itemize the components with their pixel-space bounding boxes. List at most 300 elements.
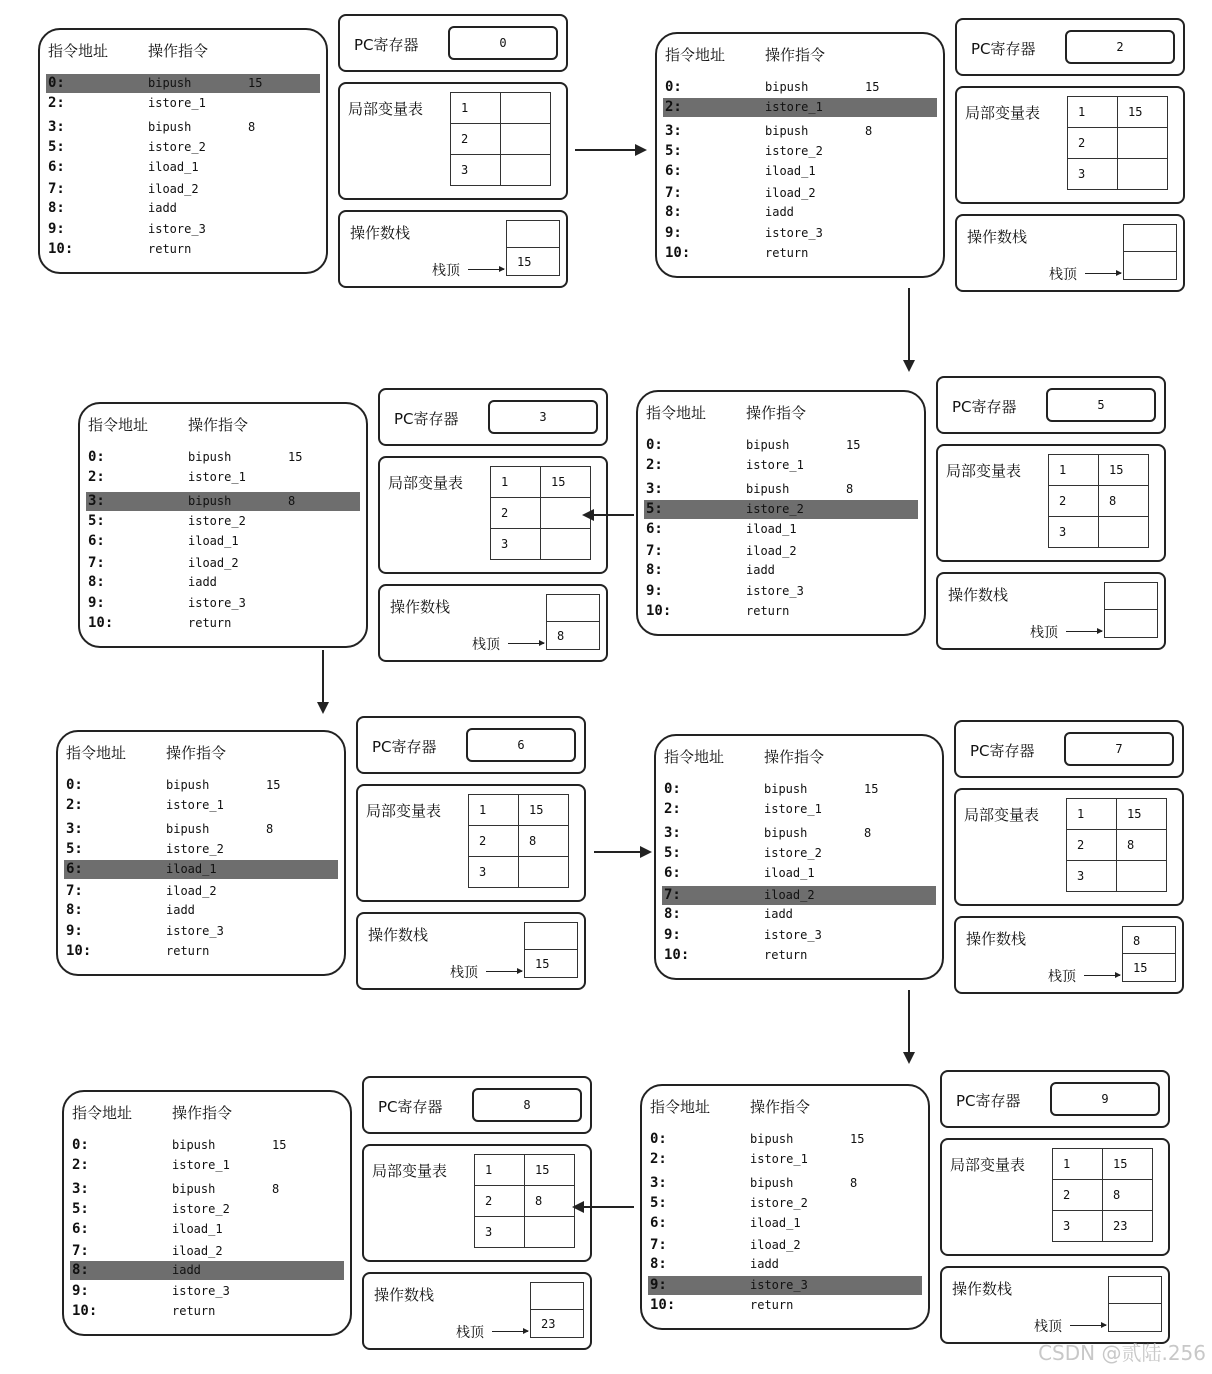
local-slot-index: 2 [1053, 1180, 1103, 1211]
instruction-op: bipush [188, 494, 232, 508]
instruction-op: return [172, 1304, 216, 1318]
instruction-op: istore_3 [746, 584, 804, 598]
instruction-panel [78, 402, 368, 648]
stack-top-label: 栈顶 [1048, 969, 1076, 985]
instruction-op: istore_1 [750, 1152, 808, 1166]
operand-stack-cell [1108, 1276, 1162, 1304]
instruction-op: iload_1 [765, 164, 816, 178]
instruction-op: istore_1 [148, 96, 206, 110]
local-slot-index: 1 [491, 467, 541, 498]
local-slot-index: 1 [1067, 799, 1117, 830]
local-slot-value [519, 857, 569, 888]
instruction-address-header: 指令地址 [88, 416, 149, 434]
pc-register-label: PC寄存器 [970, 742, 1035, 760]
instruction-row [662, 926, 936, 945]
instruction-row-current [70, 1261, 344, 1280]
instruction-address: 6: [48, 159, 65, 175]
instruction-op: istore_1 [764, 802, 822, 816]
operand-stack [338, 210, 568, 288]
instruction-address: 7: [664, 887, 681, 903]
instruction-row [662, 844, 936, 863]
local-variable-label: 局部变量表 [964, 806, 1040, 824]
instruction-op: istore_1 [765, 100, 823, 114]
pc-register [362, 1076, 592, 1134]
instruction-op: istore_3 [148, 222, 206, 236]
instruction-row [70, 1302, 344, 1321]
local-variable-grid [1052, 1148, 1153, 1242]
operand-stack-label: 操作数栈 [952, 1280, 1013, 1298]
operand-stack-label: 操作数栈 [374, 1286, 435, 1304]
instruction-op: iload_1 [188, 534, 239, 548]
local-variable-row [1067, 830, 1167, 861]
local-slot-index: 3 [1067, 861, 1117, 892]
instruction-op: istore_3 [172, 1284, 230, 1298]
local-variable-row [469, 826, 569, 857]
instruction-row [46, 138, 320, 157]
instruction-address: 8: [48, 200, 65, 216]
instruction-row [64, 882, 338, 901]
instruction-row [644, 561, 918, 580]
local-slot-value: 15 [525, 1155, 575, 1186]
local-variable-table [362, 1144, 592, 1262]
operand-stack [378, 584, 608, 662]
local-slot-value: 15 [1117, 799, 1167, 830]
instruction-op: bipush [166, 822, 210, 836]
operand-stack-cells [506, 220, 560, 276]
instruction-op: bipush [166, 778, 210, 792]
pc-register-label: PC寄存器 [354, 36, 419, 54]
local-slot-value: 15 [541, 467, 591, 498]
local-slot-index: 2 [451, 124, 501, 155]
stack-top-label: 栈顶 [450, 965, 478, 981]
instruction-address-header: 指令地址 [66, 744, 127, 762]
local-slot-index: 1 [1053, 1149, 1103, 1180]
instruction-row [64, 922, 338, 941]
instruction-address: 2: [664, 801, 681, 817]
operand-stack-cell: 23 [530, 1310, 584, 1338]
local-slot-value: 23 [1103, 1211, 1153, 1242]
operand-stack-label: 操作数栈 [948, 586, 1009, 604]
operand-stack [940, 1266, 1170, 1344]
instruction-row [648, 1194, 922, 1213]
instruction-op: return [750, 1298, 794, 1312]
instruction-address: 7: [66, 883, 83, 899]
operand-stack-cells [546, 594, 600, 650]
local-variable-row [469, 857, 569, 888]
instruction-op: bipush [188, 450, 232, 464]
instruction-address: 2: [66, 797, 83, 813]
instruction-address: 5: [48, 139, 65, 155]
operand-stack-label: 操作数栈 [390, 598, 451, 616]
stack-top-label: 栈顶 [1049, 267, 1077, 283]
instruction-address: 2: [72, 1157, 89, 1173]
flow-arrow-icon [574, 1206, 634, 1208]
instruction-op: bipush [148, 120, 192, 134]
operand-stack-cell [524, 922, 578, 950]
stack-top-arrow-icon [486, 971, 522, 972]
instruction-address: 9: [650, 1277, 667, 1293]
instruction-address: 5: [665, 143, 682, 159]
local-variable-row [1053, 1211, 1153, 1242]
instruction-panel [56, 730, 346, 976]
instruction-op: iload_1 [750, 1216, 801, 1230]
instruction-op: iload_2 [765, 186, 816, 200]
instruction-op: iload_1 [746, 522, 797, 536]
local-slot-index: 3 [469, 857, 519, 888]
instruction-address: 3: [646, 481, 663, 497]
instruction-address: 3: [72, 1181, 89, 1197]
local-variable-label: 局部变量表 [372, 1162, 448, 1180]
instruction-address: 2: [665, 99, 682, 115]
local-variable-row [475, 1217, 575, 1248]
stack-top-label: 栈顶 [456, 1325, 484, 1341]
instruction-op: iload_2 [746, 544, 797, 558]
local-slot-index: 2 [1067, 830, 1117, 861]
pc-register [955, 18, 1185, 76]
instruction-address: 7: [48, 181, 65, 197]
instruction-address: 7: [665, 185, 682, 201]
instruction-op: return [166, 944, 210, 958]
instruction-address: 5: [650, 1195, 667, 1211]
instruction-address: 7: [72, 1243, 89, 1259]
local-variable-grid [1067, 96, 1168, 190]
instruction-op: istore_2 [148, 140, 206, 154]
flow-arrow-icon [575, 149, 645, 151]
local-variable-row [451, 155, 551, 186]
stack-top-arrow-icon [1066, 631, 1102, 632]
instruction-panel [654, 734, 944, 980]
local-variable-row [491, 467, 591, 498]
local-slot-index: 1 [469, 795, 519, 826]
instruction-row [46, 158, 320, 177]
instruction-op: iload_2 [172, 1244, 223, 1258]
instruction-address: 3: [48, 119, 65, 135]
instruction-row [64, 901, 338, 920]
pc-register-value: 2 [1065, 30, 1175, 64]
instruction-op: iadd [166, 903, 195, 917]
instruction-row [64, 820, 338, 839]
instruction-row [64, 840, 338, 859]
instruction-row [648, 1214, 922, 1233]
instruction-op: bipush [764, 826, 808, 840]
instruction-row [86, 468, 360, 487]
instruction-row-current [648, 1276, 922, 1295]
instruction-row [648, 1255, 922, 1274]
instruction-row [70, 1156, 344, 1175]
local-variable-table [940, 1138, 1170, 1256]
local-slot-index: 1 [1068, 97, 1118, 128]
instruction-row [644, 542, 918, 561]
operand-stack [954, 916, 1184, 994]
instruction-op: return [188, 616, 232, 630]
instruction-op: bipush [750, 1176, 794, 1190]
local-slot-value: 8 [1099, 486, 1149, 517]
operand-stack-cell [1123, 252, 1177, 280]
instruction-address: 9: [646, 583, 663, 599]
instruction-row [663, 142, 937, 161]
instruction-row [86, 448, 360, 467]
local-variable-grid [1048, 454, 1149, 548]
local-slot-value: 8 [1117, 830, 1167, 861]
local-variable-row [475, 1186, 575, 1217]
local-variable-label: 局部变量表 [348, 100, 424, 118]
pc-register-label: PC寄存器 [971, 40, 1036, 58]
stack-top-label: 栈顶 [1030, 625, 1058, 641]
local-slot-value: 15 [1099, 455, 1149, 486]
instruction-arg: 8 [248, 120, 256, 134]
instruction-row-current [64, 860, 338, 879]
instruction-row [86, 554, 360, 573]
local-variable-row [451, 124, 551, 155]
instruction-address: 0: [88, 449, 105, 465]
instruction-panel [62, 1090, 352, 1336]
instruction-arg: 15 [865, 80, 880, 94]
instruction-address: 3: [665, 123, 682, 139]
instruction-row [70, 1242, 344, 1261]
local-slot-index: 2 [491, 498, 541, 529]
instruction-op: istore_3 [750, 1278, 808, 1292]
stack-top-label: 栈顶 [472, 637, 500, 653]
instruction-op: return [764, 948, 808, 962]
instruction-row-current [46, 74, 320, 93]
instruction-op-header: 操作指令 [750, 1098, 811, 1116]
pc-register-label: PC寄存器 [378, 1098, 443, 1116]
instruction-op: bipush [750, 1132, 794, 1146]
instruction-op: iadd [764, 907, 793, 921]
instruction-arg: 15 [864, 782, 879, 796]
instruction-panel [38, 28, 328, 274]
operand-stack-cell [546, 594, 600, 622]
local-slot-index: 1 [451, 93, 501, 124]
local-variable-table [954, 788, 1184, 906]
instruction-op: istore_3 [765, 226, 823, 240]
instruction-address: 8: [665, 204, 682, 220]
operand-stack-cells [1104, 582, 1158, 638]
pc-register-label: PC寄存器 [956, 1092, 1021, 1110]
local-variable-label: 局部变量表 [946, 462, 1022, 480]
flow-arrow-icon [584, 514, 634, 516]
instruction-row [662, 946, 936, 965]
instruction-row [662, 824, 936, 843]
instruction-address: 7: [88, 555, 105, 571]
instruction-op-header: 操作指令 [764, 748, 825, 766]
local-variable-row [1068, 97, 1168, 128]
operand-stack-cells [530, 1282, 584, 1338]
instruction-address: 8: [646, 562, 663, 578]
instruction-op: istore_1 [166, 798, 224, 812]
instruction-op: iload_2 [764, 888, 815, 902]
operand-stack-cell: 15 [506, 248, 560, 276]
operand-stack-label: 操作数栈 [967, 228, 1028, 246]
instruction-address: 6: [66, 861, 83, 877]
instruction-op: istore_2 [765, 144, 823, 158]
instruction-address: 6: [88, 533, 105, 549]
instruction-op: return [746, 604, 790, 618]
instruction-address: 0: [66, 777, 83, 793]
instruction-address: 0: [650, 1131, 667, 1147]
local-variable-row [1049, 517, 1149, 548]
instruction-arg: 8 [850, 1176, 858, 1190]
local-variable-label: 局部变量表 [366, 802, 442, 820]
instruction-op: iadd [746, 563, 775, 577]
local-slot-value [501, 93, 551, 124]
stack-top-label: 栈顶 [1034, 1319, 1062, 1335]
stack-top-arrow-icon [468, 269, 504, 270]
instruction-arg: 8 [865, 124, 873, 138]
instruction-op: iadd [765, 205, 794, 219]
instruction-op: bipush [172, 1138, 216, 1152]
instruction-op: bipush [148, 76, 192, 90]
instruction-address: 8: [88, 574, 105, 590]
operand-stack-cells [1122, 926, 1176, 982]
instruction-op-header: 操作指令 [746, 404, 807, 422]
local-slot-index: 3 [475, 1217, 525, 1248]
instruction-address: 10: [66, 943, 92, 959]
instruction-arg: 15 [288, 450, 303, 464]
instruction-address: 9: [664, 927, 681, 943]
local-variable-label: 局部变量表 [388, 474, 464, 492]
instruction-address-header: 指令地址 [650, 1098, 711, 1116]
instruction-row [663, 224, 937, 243]
local-slot-index: 3 [1068, 159, 1118, 190]
instruction-op: iadd [750, 1257, 779, 1271]
operand-stack-cell [1108, 1304, 1162, 1332]
instruction-op: istore_3 [166, 924, 224, 938]
instruction-op-header: 操作指令 [188, 416, 249, 434]
instruction-row [644, 520, 918, 539]
flow-arrow-icon [908, 990, 910, 1062]
instruction-arg: 15 [850, 1132, 865, 1146]
local-variable-table [378, 456, 608, 574]
pc-register [936, 376, 1166, 434]
operand-stack-cell [1104, 582, 1158, 610]
instruction-row-current [663, 98, 937, 117]
local-variable-row [1053, 1149, 1153, 1180]
local-slot-index: 2 [1049, 486, 1099, 517]
instruction-row [648, 1174, 922, 1193]
instruction-address: 0: [48, 75, 65, 91]
operand-stack-cell: 8 [1122, 926, 1176, 954]
local-variable-grid [468, 794, 569, 888]
operand-stack-cells [1108, 1276, 1162, 1332]
instruction-address-header: 指令地址 [48, 42, 109, 60]
local-slot-value [1099, 517, 1149, 548]
stack-top-arrow-icon [1084, 975, 1120, 976]
local-slot-index: 3 [451, 155, 501, 186]
instruction-address-header: 指令地址 [664, 748, 725, 766]
instruction-row [64, 796, 338, 815]
pc-register-label: PC寄存器 [372, 738, 437, 756]
instruction-op: bipush [172, 1182, 216, 1196]
instruction-row [46, 118, 320, 137]
instruction-row [46, 199, 320, 218]
instruction-row [644, 480, 918, 499]
instruction-arg: 8 [288, 494, 296, 508]
instruction-row [663, 122, 937, 141]
flow-arrow-icon [594, 851, 650, 853]
operand-stack [356, 912, 586, 990]
instruction-arg: 15 [846, 438, 861, 452]
instruction-address-header: 指令地址 [72, 1104, 133, 1122]
pc-register [940, 1070, 1170, 1128]
local-slot-value: 15 [1103, 1149, 1153, 1180]
instruction-op-header: 操作指令 [765, 46, 826, 64]
local-slot-value [525, 1217, 575, 1248]
instruction-row [648, 1150, 922, 1169]
local-slot-value: 8 [1103, 1180, 1153, 1211]
instruction-op: iadd [188, 575, 217, 589]
instruction-op: return [148, 242, 192, 256]
instruction-row [70, 1180, 344, 1199]
instruction-op: bipush [765, 124, 809, 138]
watermark: CSDN @贰陆.256 [1038, 1341, 1206, 1365]
instruction-op: return [765, 246, 809, 260]
instruction-op: istore_1 [746, 458, 804, 472]
local-variable-table [356, 784, 586, 902]
local-variable-row [1049, 455, 1149, 486]
instruction-address: 10: [664, 947, 690, 963]
instruction-panel [640, 1084, 930, 1330]
local-slot-value: 15 [1118, 97, 1168, 128]
instruction-address: 0: [72, 1137, 89, 1153]
instruction-address: 6: [664, 865, 681, 881]
instruction-row [86, 594, 360, 613]
instruction-address: 3: [66, 821, 83, 837]
instruction-address: 0: [665, 79, 682, 95]
instruction-op: istore_3 [764, 928, 822, 942]
instruction-row [663, 203, 937, 222]
pc-register-value: 5 [1046, 388, 1156, 422]
instruction-address: 5: [646, 501, 663, 517]
instruction-row [86, 512, 360, 531]
stack-top-arrow-icon [1070, 1325, 1106, 1326]
instruction-op: istore_1 [172, 1158, 230, 1172]
local-slot-index: 2 [475, 1186, 525, 1217]
instruction-address: 9: [66, 923, 83, 939]
local-slot-value [501, 124, 551, 155]
instruction-row [663, 184, 937, 203]
instruction-op: iload_1 [764, 866, 815, 880]
local-slot-value [1118, 128, 1168, 159]
instruction-address: 10: [646, 603, 672, 619]
local-slot-index: 3 [1049, 517, 1099, 548]
instruction-op: bipush [746, 438, 790, 452]
instruction-address: 7: [646, 543, 663, 559]
instruction-address: 5: [66, 841, 83, 857]
instruction-row [46, 220, 320, 239]
local-slot-value: 15 [519, 795, 569, 826]
instruction-op: istore_2 [750, 1196, 808, 1210]
instruction-row [70, 1220, 344, 1239]
pc-register-value: 6 [466, 728, 576, 762]
flow-arrow-icon [908, 288, 910, 370]
instruction-address: 0: [646, 437, 663, 453]
operand-stack-cell: 15 [1122, 954, 1176, 982]
instruction-op: istore_2 [166, 842, 224, 856]
instruction-op: istore_2 [764, 846, 822, 860]
instruction-row [46, 180, 320, 199]
instruction-address-header: 指令地址 [665, 46, 726, 64]
instruction-arg: 8 [846, 482, 854, 496]
local-slot-value [541, 529, 591, 560]
instruction-address: 2: [646, 457, 663, 473]
instruction-address-header: 指令地址 [646, 404, 707, 422]
instruction-row [648, 1130, 922, 1149]
instruction-address: 5: [664, 845, 681, 861]
instruction-op: iload_2 [166, 884, 217, 898]
operand-stack [955, 214, 1185, 292]
instruction-op: iload_1 [166, 862, 217, 876]
